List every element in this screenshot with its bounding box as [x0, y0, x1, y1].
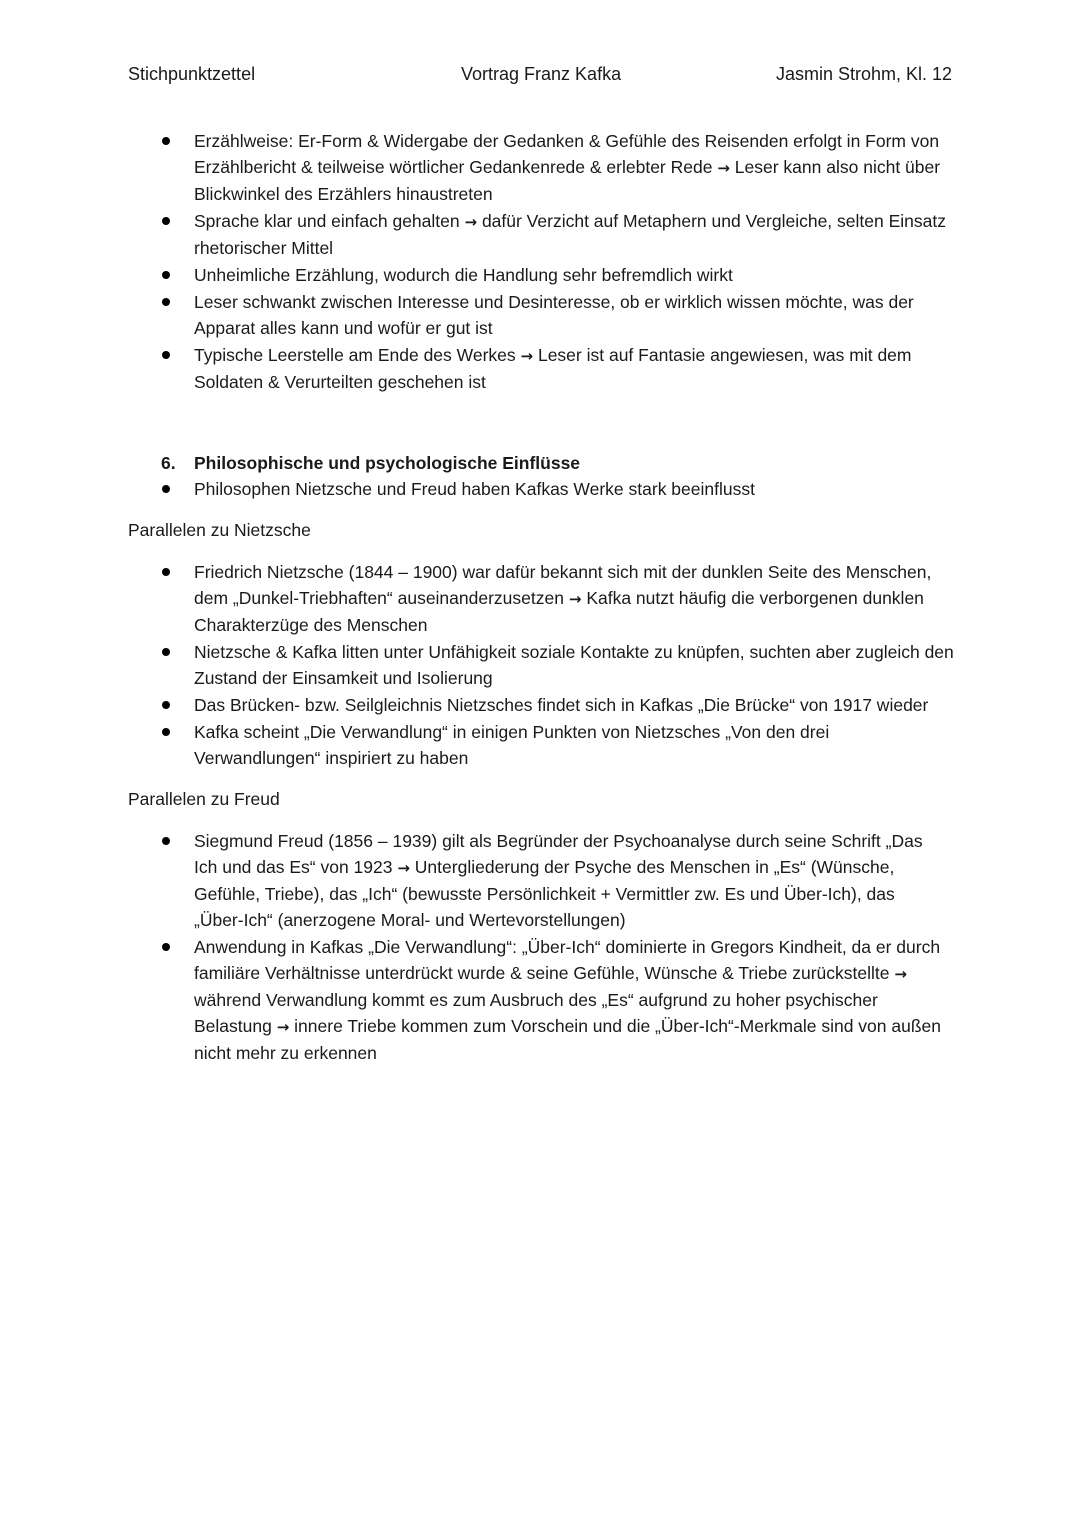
bullet-dot-icon — [162, 137, 170, 145]
arrow-right-icon: → — [568, 590, 582, 608]
bullet-dot-icon — [162, 351, 170, 359]
header-right: Jasmin Strohm, Kl. 12 — [775, 64, 952, 84]
bullet-text: Unheimliche Erzählung, wodurch die Handlung sehr befremdlich wirkt — [194, 265, 733, 285]
arrow-right-icon: → — [894, 965, 907, 983]
arrow-right-icon: → — [276, 1018, 290, 1036]
bullet-text: Anwendung in Kafkas „Die Verwandlung“: „Über-Ich“ dominierte in Gregors Kindheit, da er durch familiäre Verhältnisse unterdrückt wurde & seine Gefühle, Wünsche & Triebe zurückstellte — [194, 937, 941, 983]
bullet-text: Leser kann also nicht über Blickwinkel des Erzählers hinaustreten — [194, 157, 941, 204]
freud-heading: Parallelen zu Freud — [128, 789, 280, 809]
bullet-item — [128, 692, 954, 718]
freud-bullet-list — [128, 828, 946, 1066]
bullet-dot-icon — [162, 568, 170, 576]
section-heading — [128, 450, 958, 476]
bullet-item — [128, 476, 958, 502]
bullet-dot-icon — [162, 217, 170, 225]
bullet-text: innere Triebe kommen zum Vorschein und die „Über-Ich“-Merkmale sind von außen nicht mehr zu erkennen — [194, 1016, 941, 1063]
bullet-dot-icon — [162, 271, 170, 279]
bullet-text: Sprache klar und einfach gehalten — [194, 211, 460, 231]
section6-bullet-list — [128, 476, 958, 502]
bullet-item — [128, 719, 954, 771]
arrow-right-icon: → — [397, 859, 410, 877]
bullet-text: Typische Leerstelle am Ende des Werkes — [194, 345, 516, 365]
nietzsche-bullet-list — [128, 559, 954, 771]
bullet-dot-icon — [162, 648, 170, 656]
bullet-dot-icon — [162, 701, 170, 709]
header-left: Stichpunktzettel — [128, 64, 256, 84]
bullet-dot-icon — [162, 943, 170, 951]
bullet-text: Das Brücken- bzw. Seilgleichnis Nietzsches findet sich in Kafkas „Die Brücke“ von 1917 wieder — [194, 695, 929, 715]
bullet-text: Nietzsche & Kafka litten unter Unfähigkeit soziale Kontakte zu knüpfen, suchten aber zugleich den Zustand der Einsamkeit und Isolierung — [194, 642, 954, 688]
bullet-text: während Verwandlung kommt es zum Ausbruch des „Es“ aufgrund zu hoher psychischer Belastung — [194, 990, 878, 1036]
bullet-dot-icon — [162, 298, 170, 306]
bullet-dot-icon — [162, 485, 170, 493]
bullet-text: Friedrich Nietzsche (1844 – 1900) war dafür bekannt sich mit der dunklen Seite des Menschen, dem „Dunkel-Triebhaften“ auseinanderzusetzen — [194, 562, 932, 608]
bullet-text: Philosophen Nietzsche und Freud haben Kafkas Werke stark beeinflusst — [194, 479, 755, 499]
bullet-text: Kafka nutzt häufig die verborgenen dunklen Charakterzüge des Menschen — [194, 588, 924, 635]
bullet-text: Siegmund Freud (1856 – 1939) gilt als Begründer der Psychoanalyse durch seine Schrift „Das Ich und das Es“ von 1923 — [194, 831, 923, 877]
arrow-right-icon: → — [717, 159, 730, 177]
bullet-text: dafür Verzicht auf Metaphern und Vergleiche, selten Einsatz rhetorischer Mittel — [194, 211, 946, 258]
intro-bullet-list — [128, 128, 946, 395]
nietzsche-heading: Parallelen zu Nietzsche — [128, 520, 311, 540]
section-number: 6. — [161, 453, 176, 473]
arrow-right-icon: → — [520, 347, 534, 365]
bullet-item — [128, 559, 954, 638]
bullet-item — [128, 128, 946, 207]
bullet-text: Erzählweise: Er-Form & Widergabe der Gedanken & Gefühle des Reisenden erfolgt in Form von Erzählbericht & teilweise wörtlicher Gedankenrede & erlebter Rede — [194, 131, 940, 177]
bullet-item — [128, 342, 946, 395]
bullet-text: Kafka scheint „Die Verwandlung“ in einigen Punkten von Nietzsches „Von den drei Verwandlungen“ inspiriert zu haben — [194, 722, 830, 768]
bullet-item — [128, 639, 954, 691]
bullet-item — [128, 262, 946, 288]
section-title: Philosophische und psychologische Einflüsse — [194, 453, 581, 473]
header-center: Vortrag Franz Kafka — [461, 64, 622, 84]
bullet-dot-icon — [162, 837, 170, 845]
arrow-right-icon: → — [464, 213, 478, 231]
page-header — [128, 64, 952, 90]
bullet-dot-icon — [162, 728, 170, 736]
bullet-text: Leser schwankt zwischen Interesse und Desinteresse, ob er wirklich wissen möchte, was der Apparat alles kann und wofür er gut ist — [194, 292, 914, 338]
bullet-item — [128, 934, 946, 1066]
bullet-text: Untergliederung der Psyche des Menschen in „Es“ (Wünsche, Gefühle, Triebe), das „Ich“ (bewusste Persönlichkeit + Vermittler zw. Es und Über-Ich), das „Über-Ich“ (anerzogene Moral- und Wertevorstellungen) — [194, 857, 895, 930]
bullet-item — [128, 208, 946, 261]
bullet-item — [128, 828, 946, 933]
bullet-text: Leser ist auf Fantasie angewiesen, was mit dem Soldaten & Verurteilten geschehen ist — [194, 345, 912, 392]
page-content — [128, 128, 958, 1067]
bullet-item — [128, 289, 946, 341]
